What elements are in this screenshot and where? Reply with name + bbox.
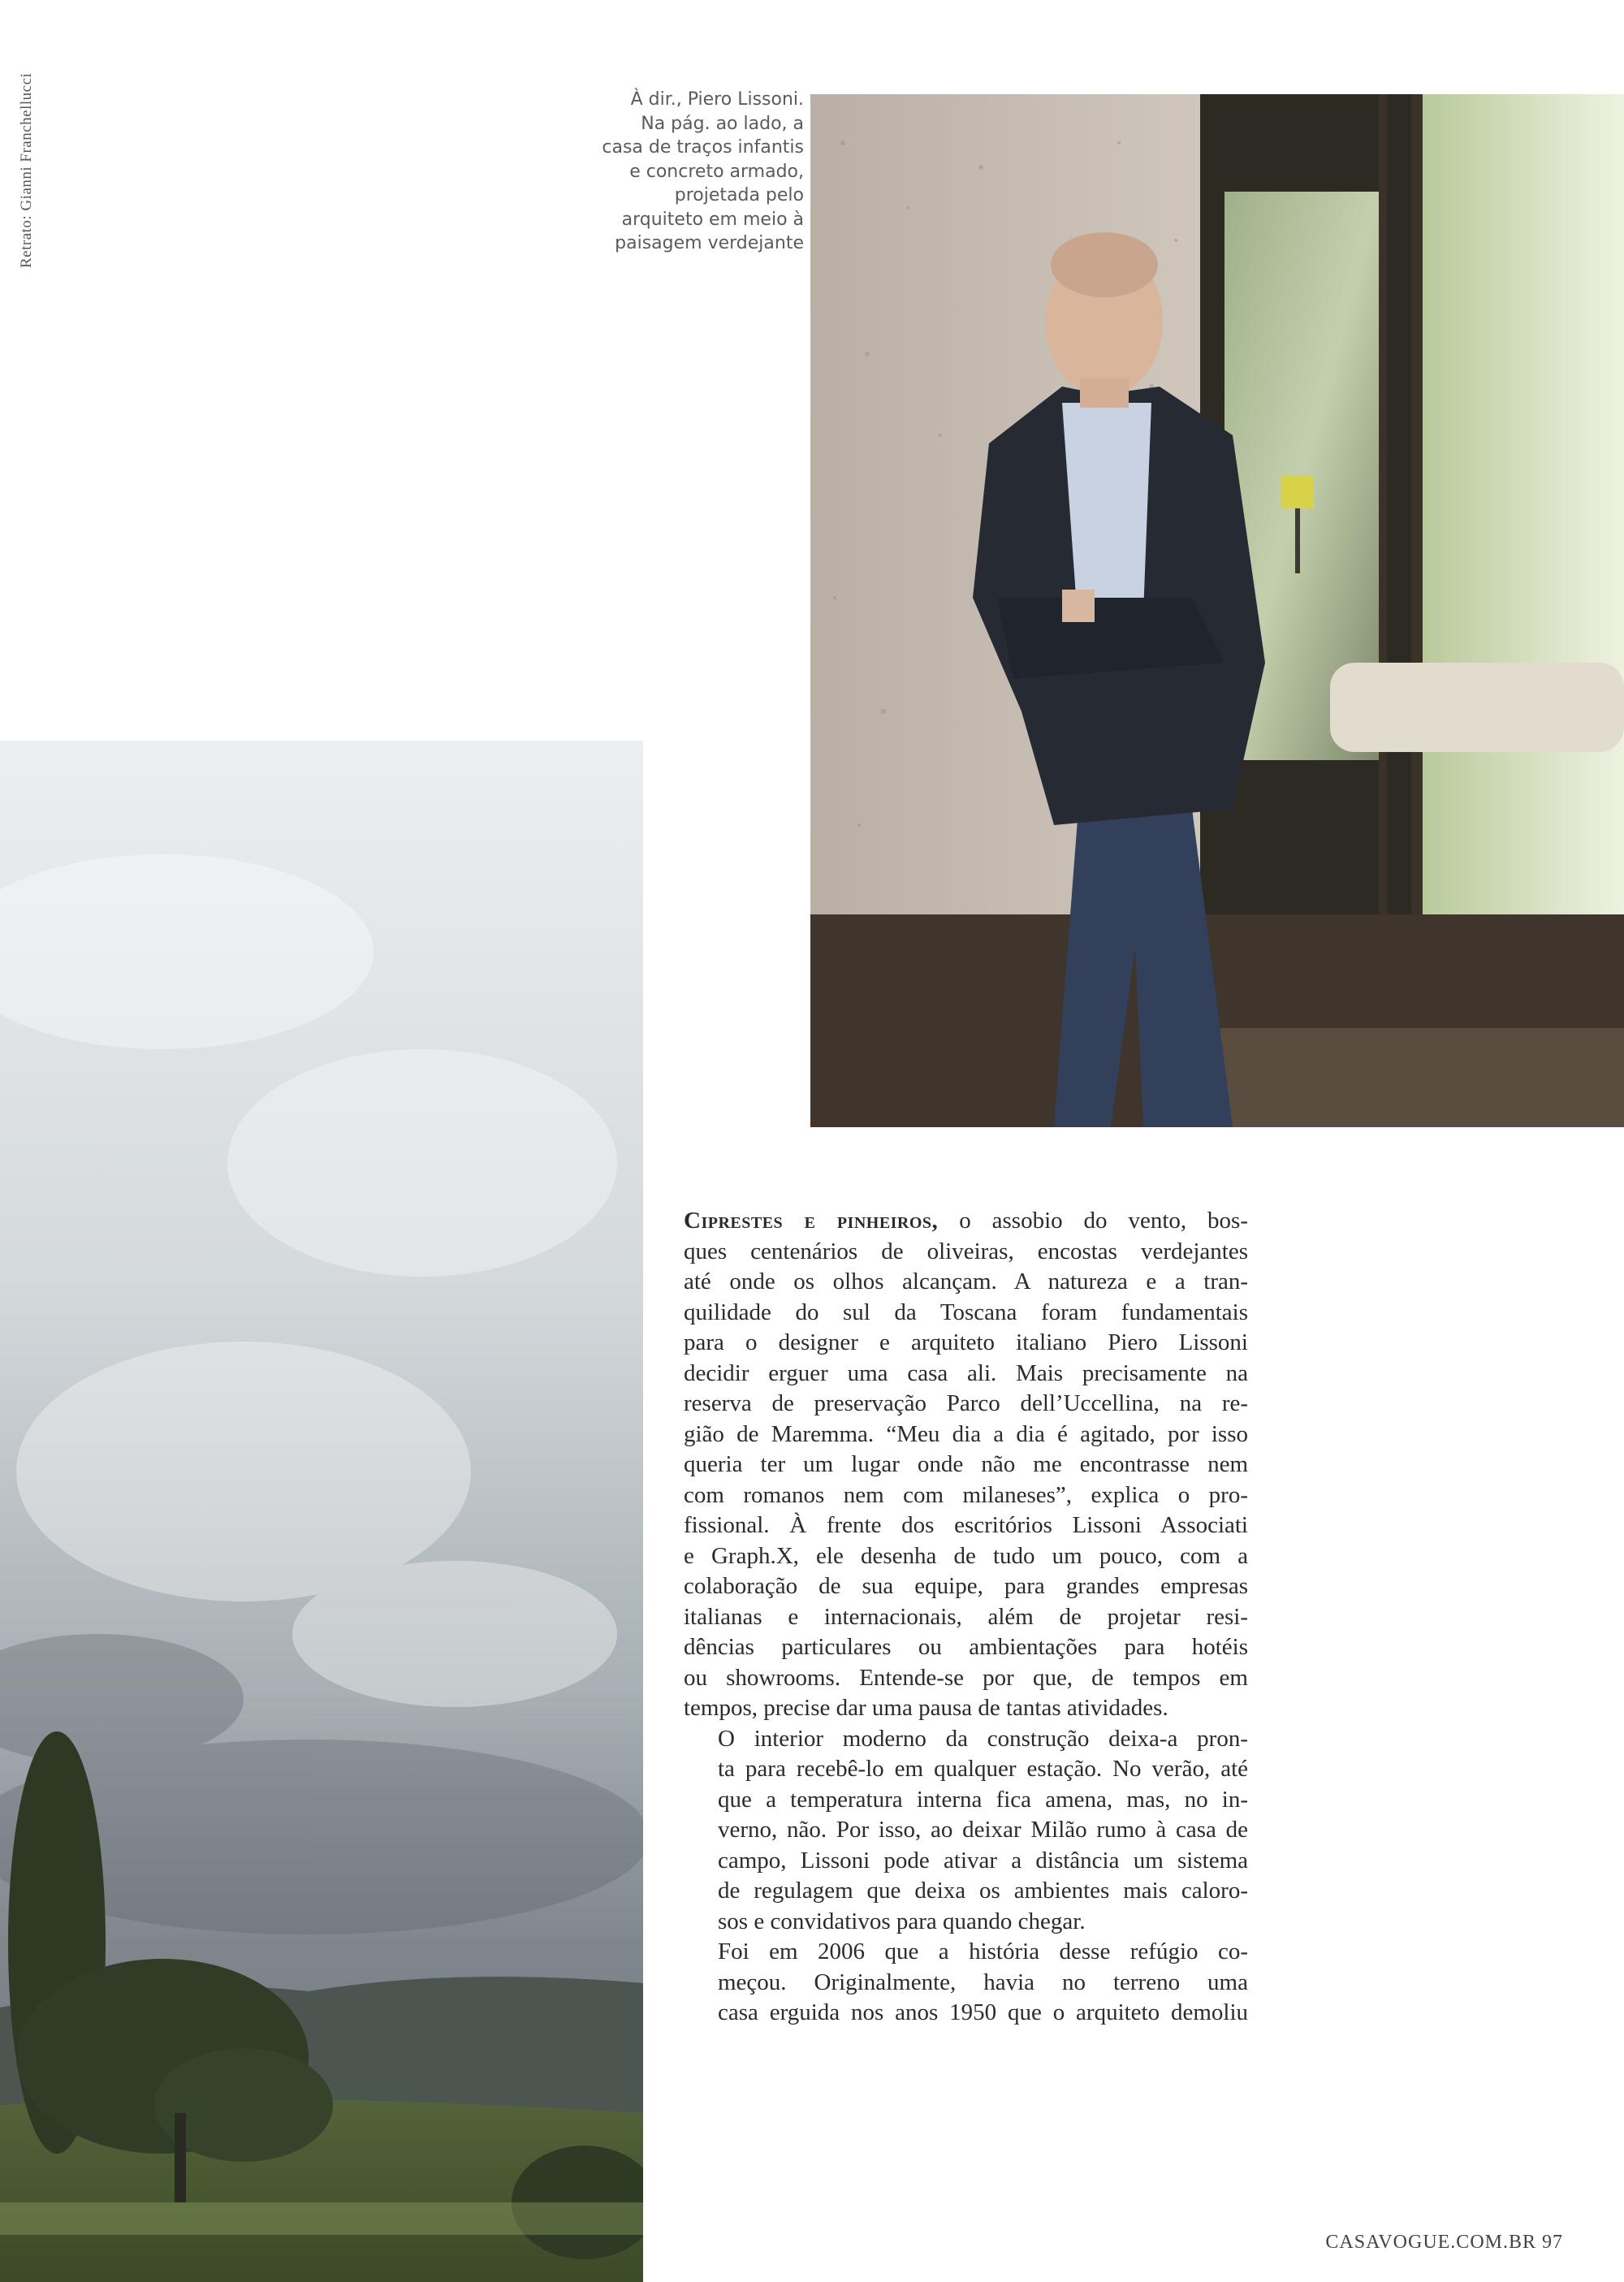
landscape-photo [0, 741, 643, 2282]
caption-line: Na pág. ao lado, a [641, 113, 804, 134]
caption-line: e concreto armado, [629, 161, 804, 182]
photo-credit: Retrato: Gianni Franchellucci [18, 73, 35, 269]
article-lead-in: Ciprestes e pinheiros, [684, 1208, 939, 1234]
article-paragraph: O interior moderno da construção deixa-a pron- ta para recebê-lo em qualquer estação. No verão, até que a temperatura interna fica amena, mas, no in- verno, não. Por isso, ao deixar Milão rumo à casa de campo, Lissoni pode ativar a distância um sistema de regulagem que deixa os ambientes mais caloro- sos e convidativos para quando chegar. [718, 1725, 1248, 1934]
portrait-photo [810, 94, 1624, 1127]
article-paragraph: Foi em 2006 que a história desse refúgio co- meçou. Originalmente, havia no terreno uma casa erguida nos anos 1950 que o arquiteto demoliu [718, 1938, 1248, 2025]
caption-line: paisagem verdejante [615, 233, 804, 253]
photo-caption [536, 88, 804, 256]
caption-line: projetada pelo [674, 185, 804, 205]
article-body [684, 1206, 1248, 2029]
article-paragraph: Ciprestes e pinheiros, o assobio do vento, bos- ques centenários de oliveiras, encostas verdejantes até onde os olhos alcançam. A natureza e a tran- quilidade do sul da Toscana foram fundamentais para o designer e arquiteto italiano Piero Lissoni decidir erguer uma casa ali. Mais precisamente na reserva de preservação Parco dell’Uccellina, na re- gião de Maremma. “Meu dia a dia é agitado, por isso queria ter um lugar onde não me encontrasse nem com romanos nem com milaneses”, explica o pro- fissional. À frente dos escritórios Lissoni Associati e Graph.X, ele desenha de tudo um pouco, com a colaboração de sua equipe, para grandes empresas italianas e internacionais, além de projetar resi- dências particulares ou ambientações para hotéis ou showrooms. Entende-se por que, de tempos em tempos, precise dar uma pausa de tantas atividades. [684, 1208, 1248, 1721]
caption-line: arquiteto em meio à [621, 209, 804, 230]
caption-line: À dir., Piero Lissoni. [630, 89, 804, 110]
page-folio: CASAVOGUE.COM.BR 97 [1325, 2232, 1563, 2253]
caption-line: casa de traços infantis [602, 137, 804, 158]
